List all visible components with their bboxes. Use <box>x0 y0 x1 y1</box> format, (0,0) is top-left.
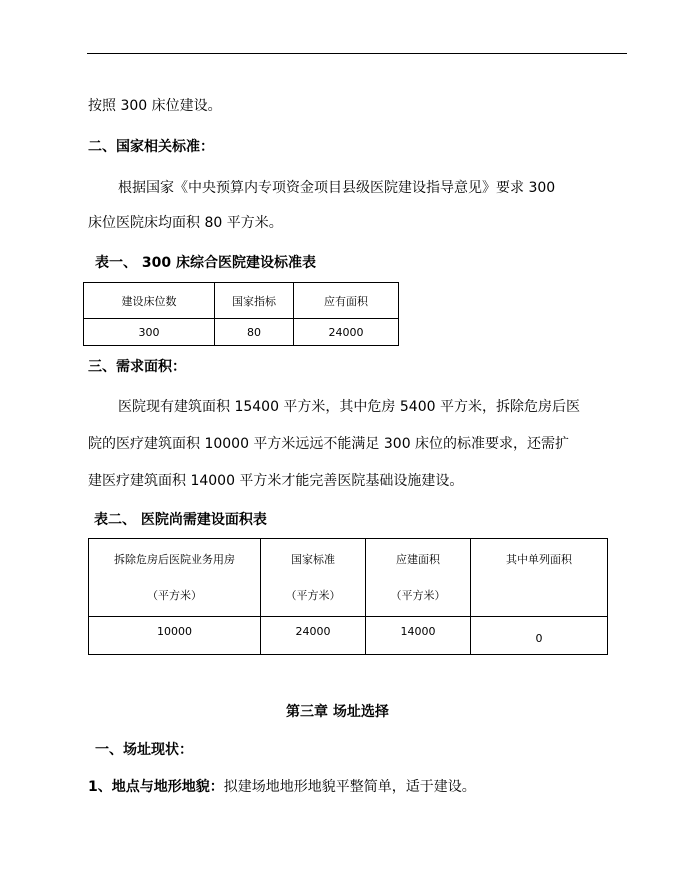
paragraph-bed-count: 按照 300 床位建设。 <box>88 98 222 114</box>
table-header-row <box>89 539 608 617</box>
table-cell: 24000 <box>294 319 399 346</box>
table-cell: 0 <box>471 617 608 655</box>
table-header-cell: 其中单列面积 <box>471 539 608 617</box>
paragraph-demand-line2: 院的医疗建筑面积 10000 平方米远远不能满足 300 床位的标准要求，还需扩 <box>88 436 570 452</box>
table-cell: 14000 <box>366 617 471 655</box>
paragraph-demand-line1: 医院现有建筑面积 15400 平方米，其中危房 5400 平方米，拆除危房后医 <box>118 399 580 415</box>
table-row <box>84 319 399 346</box>
header-unit: （平方米） <box>285 589 341 602</box>
table-header-cell: 应有面积 <box>294 283 399 319</box>
paragraph-site-terrain <box>88 777 476 797</box>
header-rule <box>87 53 627 54</box>
table-cell: 80 <box>215 319 294 346</box>
heading-site-status: 一、场址现状： <box>95 742 193 758</box>
table-required-area <box>88 538 608 655</box>
table-header-cell <box>366 539 471 617</box>
table-cell: 300 <box>84 319 215 346</box>
header-label: 应建面积 <box>396 553 440 566</box>
header-label: 拆除危房后医院业务用房 <box>114 553 235 566</box>
table-header-row <box>84 283 399 319</box>
header-unit: （平方米） <box>390 589 446 602</box>
paragraph-standard-line1: 根据国家《中央预算内专项资金项目县级医院建设指导意见》要求 300 <box>118 180 556 196</box>
chapter-title: 第三章 场址选择 <box>286 704 389 720</box>
heading-national-standards: 二、国家相关标准： <box>88 139 214 155</box>
table-standard <box>83 282 399 346</box>
paragraph-standard-line2: 床位医院床均面积 80 平方米。 <box>88 215 283 231</box>
heading-demand-area: 三、需求面积： <box>88 359 186 375</box>
paragraph-demand-line3: 建医疗建筑面积 14000 平方米才能完善医院基础设施建设。 <box>88 473 464 489</box>
table-header-cell <box>261 539 366 617</box>
table1-title: 表一、 300 床综合医院建设标准表 <box>95 255 316 271</box>
table-row <box>89 617 608 655</box>
header-unit: （平方米） <box>147 589 202 602</box>
table-header-cell: 建设床位数 <box>84 283 215 319</box>
table-cell: 10000 <box>89 617 261 655</box>
terrain-text: 拟建场地地形地貌平整简单，适于建设。 <box>223 779 476 795</box>
header-label: 国家标准 <box>291 553 335 566</box>
terrain-label: 1、地点与地形地貌： <box>88 779 224 795</box>
table-cell: 24000 <box>261 617 366 655</box>
table2-title: 表二、 医院尚需建设面积表 <box>94 512 267 528</box>
table-header-cell <box>89 539 261 617</box>
table-header-cell: 国家指标 <box>215 283 294 319</box>
